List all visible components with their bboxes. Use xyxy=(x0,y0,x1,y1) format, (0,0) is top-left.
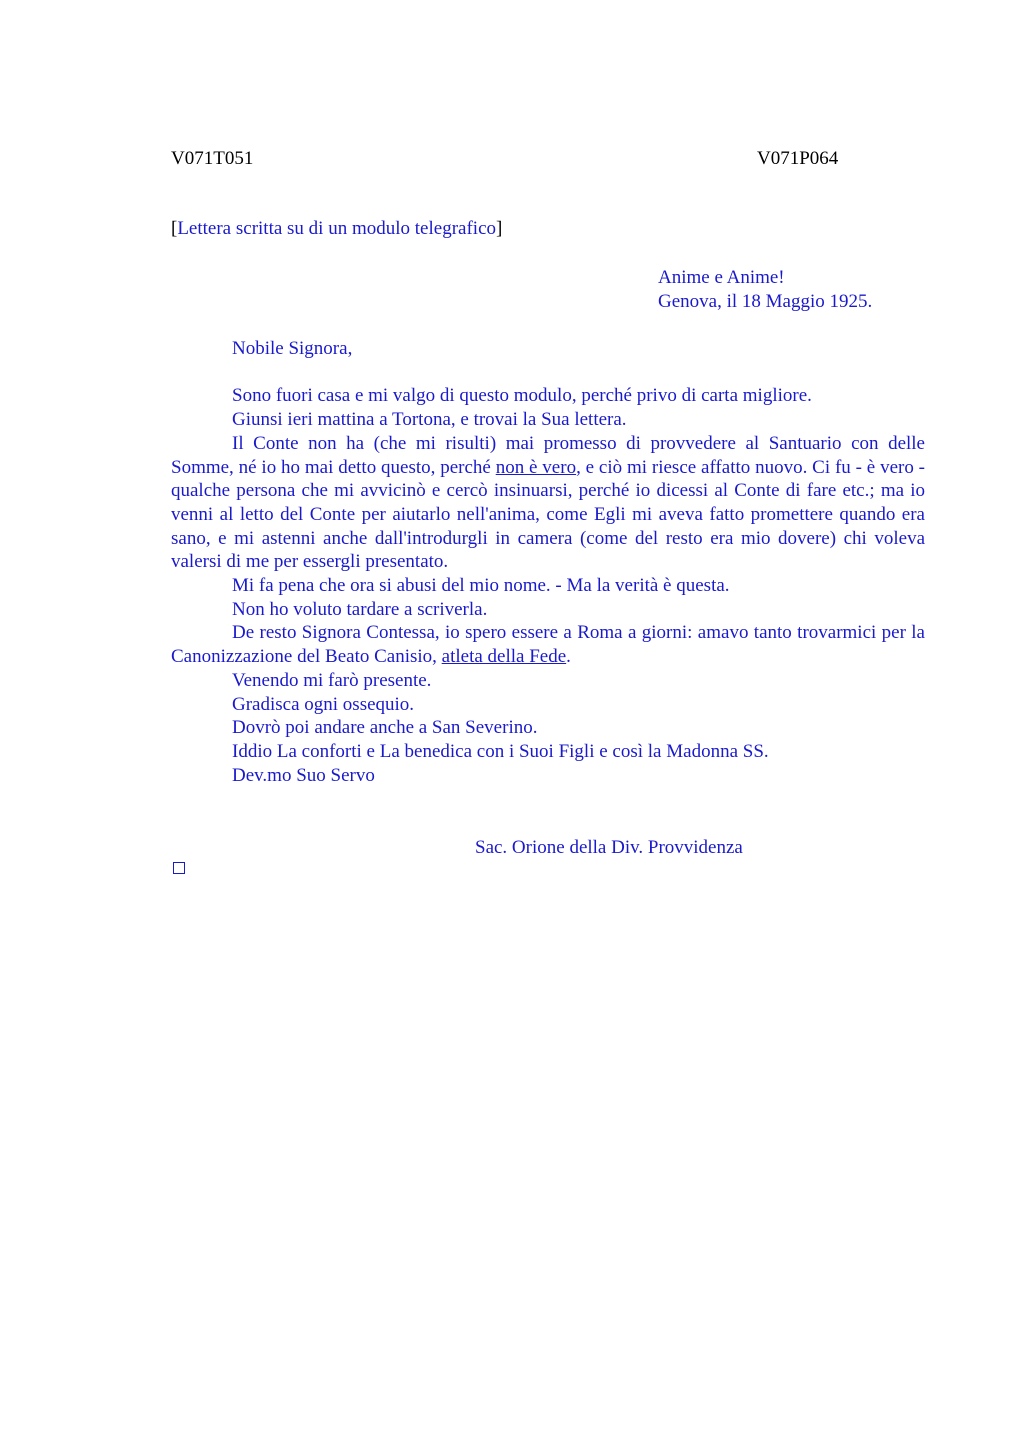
paragraph: Dovrò poi andare anche a San Severino. xyxy=(232,717,538,739)
underlined-phrase: atleta della Fede xyxy=(441,646,567,668)
square-outline-icon xyxy=(173,862,185,874)
paragraph: Gradisca ogni ossequio. xyxy=(232,693,415,715)
signature: Sac. Orione della Div. Provvidenza xyxy=(475,837,743,858)
paragraph: Mi fa pena che ora si abusi del mio nome. - Ma la verità è questa. xyxy=(232,575,730,597)
paragraph xyxy=(171,432,925,574)
document-code-left: V071T051 xyxy=(171,148,254,169)
note-close-bracket: ] xyxy=(496,218,503,239)
paragraph-text: Il Conte non ha (che mi risulti) mai promesso di provvedere al Santuario con delle Somme, né io ho mai detto questo, perché xyxy=(171,432,925,478)
closing: Dev.mo Suo Servo xyxy=(232,764,375,786)
paragraph: Venendo mi farò presente. xyxy=(232,669,432,691)
paragraph: Non ho voluto tardare a scriverla. xyxy=(232,598,488,620)
paragraph-text: De resto Signora Contessa, io spero essere a Roma a giorni: amavo tanto trovarmici per la Canonizzazione del Beato Canisio, xyxy=(171,622,925,668)
editorial-note xyxy=(171,217,502,241)
letter-body xyxy=(171,337,925,787)
note-text: Lettera scritta su di un modulo telegrafico xyxy=(177,218,496,239)
paragraph-text: . xyxy=(566,646,571,668)
paragraph: Giunsi ieri mattina a Tortona, e trovai la Sua lettera. xyxy=(232,409,627,431)
paragraph: Iddio La conforti e La benedica con i Suoi Figli e così la Madonna SS. xyxy=(232,740,769,762)
note-open-bracket: [ xyxy=(171,218,178,239)
letter-place-date: Genova, il 18 Maggio 1925. xyxy=(658,290,873,312)
paragraph: Sono fuori casa e mi valgo di questo modulo, perché privo di carta migliore. xyxy=(232,385,812,407)
letter-heading xyxy=(658,266,872,313)
underlined-phrase: non è vero xyxy=(495,456,577,478)
document-code-right: V071P064 xyxy=(757,148,839,169)
paragraph xyxy=(171,621,925,668)
salutation: Nobile Signora, xyxy=(232,338,353,359)
paragraph-text: , e ciò mi riesce affatto nuovo. Ci fu - è vero - qualche persona che mi avvicinò e cercò insinuarsi, perché io dicessi al Conte di fare etc.; ma io venni al letto del Conte per aiutarlo nell'anima, come Egli mi aveva fatto promettere quando era sano, e mi astenni anche dall'introdurgli in camera (come del resto era mio dovere) chi voleva valersi di me per essergli presentato. xyxy=(171,456,925,573)
letter-motto: Anime e Anime! xyxy=(658,267,785,288)
